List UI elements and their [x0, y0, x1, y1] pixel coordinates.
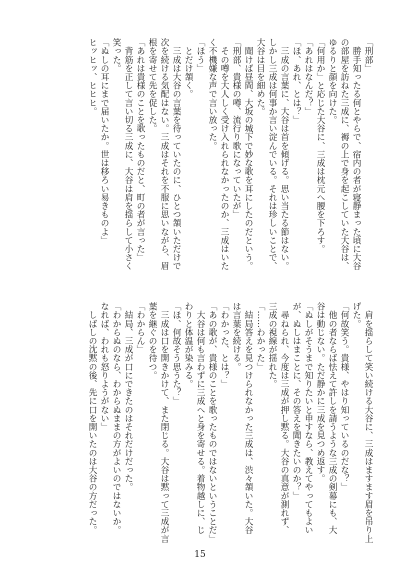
- text-line: は言葉を続ける。: [231, 302, 241, 371]
- text-line: 肩を揺らして笑い続ける大谷に、三成はますます眉を吊り上: [363, 302, 373, 543]
- text-line: 尋ねられ、今度は三成が押し黙る。大谷の真意が測れず、: [279, 302, 289, 535]
- text-line: 大谷は何も言わずに三成へと身を寄せる。着物越しに、じ: [195, 302, 205, 535]
- text-line: く不機嫌な声で言い放った。: [207, 38, 217, 150]
- text-line: げた。: [351, 302, 361, 328]
- text-line: 「あれはなんだ？」: [303, 38, 313, 116]
- page-number: 15: [194, 550, 206, 560]
- text-line: の部屋を訪ねた三成に、褥の上で身を起こしていた大谷は、: [339, 38, 349, 271]
- text-line: が、ぬしはまことに、その答えを聞きたいのか？」: [291, 302, 301, 500]
- text-line: 根を寄せて先を促した。: [147, 38, 157, 133]
- text-line: 他の者ならば怯えて許しを請うような三成の剣幕にも、大: [327, 302, 337, 535]
- text-line: 「ほ、あれ、とは？」: [291, 38, 301, 124]
- text-line: 笑った。: [111, 38, 121, 73]
- text-line: しかし三成は何事か言い淀んでいる。それは珍しいことで、: [267, 38, 277, 271]
- text-line: 背筋を正して言い切る三成に、大谷は肩を揺らして小さく: [123, 38, 133, 271]
- text-line: 三成の視線が揺れた。: [267, 302, 277, 388]
- text-line: 聞けば昼間、大坂の城下で妙な歌を耳にしたのだという。: [243, 38, 253, 271]
- text-line: わりと体温が染みる。: [183, 302, 193, 388]
- text-line: 次を続ける気配はない。三成はそれを不服に思いながら、眉: [159, 38, 169, 271]
- text-line: 三成は大谷の言葉を待っていたのに、ひとつ頷いただけで: [171, 38, 181, 271]
- text-line: 三成の言葉に、大谷は首を傾げる。思い当たる節はない。: [279, 38, 289, 271]
- text-line: 「……わかった」: [255, 302, 265, 371]
- text-line: 勝手知ったる何とやらで、宿内の者が寝静まった頃に大谷: [351, 38, 361, 271]
- text-line: 結局、三成が口にできたのはそれだけだった。: [123, 302, 133, 492]
- text-line: とだけ頷く。: [183, 38, 193, 99]
- text-line: その噂を大人しく受け入れられなかったのか、三成はいた: [219, 38, 229, 271]
- text-line: なれば、われも怒りようがない」: [99, 302, 109, 431]
- text-line: 三成は口を開きかけて、また閉じる。大谷は黙って三成が言: [159, 302, 169, 543]
- bottom-text-block: [78, 302, 374, 548]
- text-line: 「何用か」と応じた大谷に、三成は枕元へ腰を下ろす。: [315, 38, 325, 253]
- text-line: 結局答えを見つけられなかった三成は、渋々頷いた。大谷: [243, 302, 253, 535]
- top-text-block: [78, 38, 374, 284]
- text-line: 「あの歌が、貴様のことを歌ったものではないということだ」: [207, 302, 217, 543]
- text-line: 谷は動じない。ただ静かに三成を見つめ返す。: [315, 302, 325, 483]
- text-line: 「ほう」: [195, 38, 205, 73]
- text-line: 「わからぬのなら、わからぬままの方がよいのではないか。: [111, 302, 121, 535]
- text-line: 葉を継ぐのを待つ。: [147, 302, 157, 380]
- text-line: 「何故笑う。貴様、やはり知っているのだな？」: [339, 302, 349, 492]
- text-line: しばしの沈黙の後、先に口を開いたのは大谷の方だった。: [87, 302, 97, 535]
- text-line: ゆるりと顔を向けた。: [327, 38, 337, 124]
- text-line: 「わかった、とは？」: [219, 302, 229, 388]
- text-line: 「ぬしがそうまで知りたいと申すなら、教えてやってもよい: [303, 302, 313, 535]
- text-line: 大谷は目を細めた。: [255, 38, 265, 116]
- text-line: 「あれは貴様のことを歌ったものだと、町の者が言った」: [135, 38, 145, 262]
- text-line: 「刑部」: [363, 38, 373, 73]
- text-line: 「刑部、貴様の噂、流行り歌になっていたが」: [231, 38, 241, 219]
- text-line: ヒッヒッ、ヒヒヒ。: [87, 38, 97, 116]
- text-line: 「ほ、何故そう思うた？」: [171, 302, 181, 406]
- text-line: 「ぬしの耳にまで届いたか。世は移ろい易きものよ」: [99, 38, 109, 245]
- text-line: 「わからん」: [135, 302, 145, 354]
